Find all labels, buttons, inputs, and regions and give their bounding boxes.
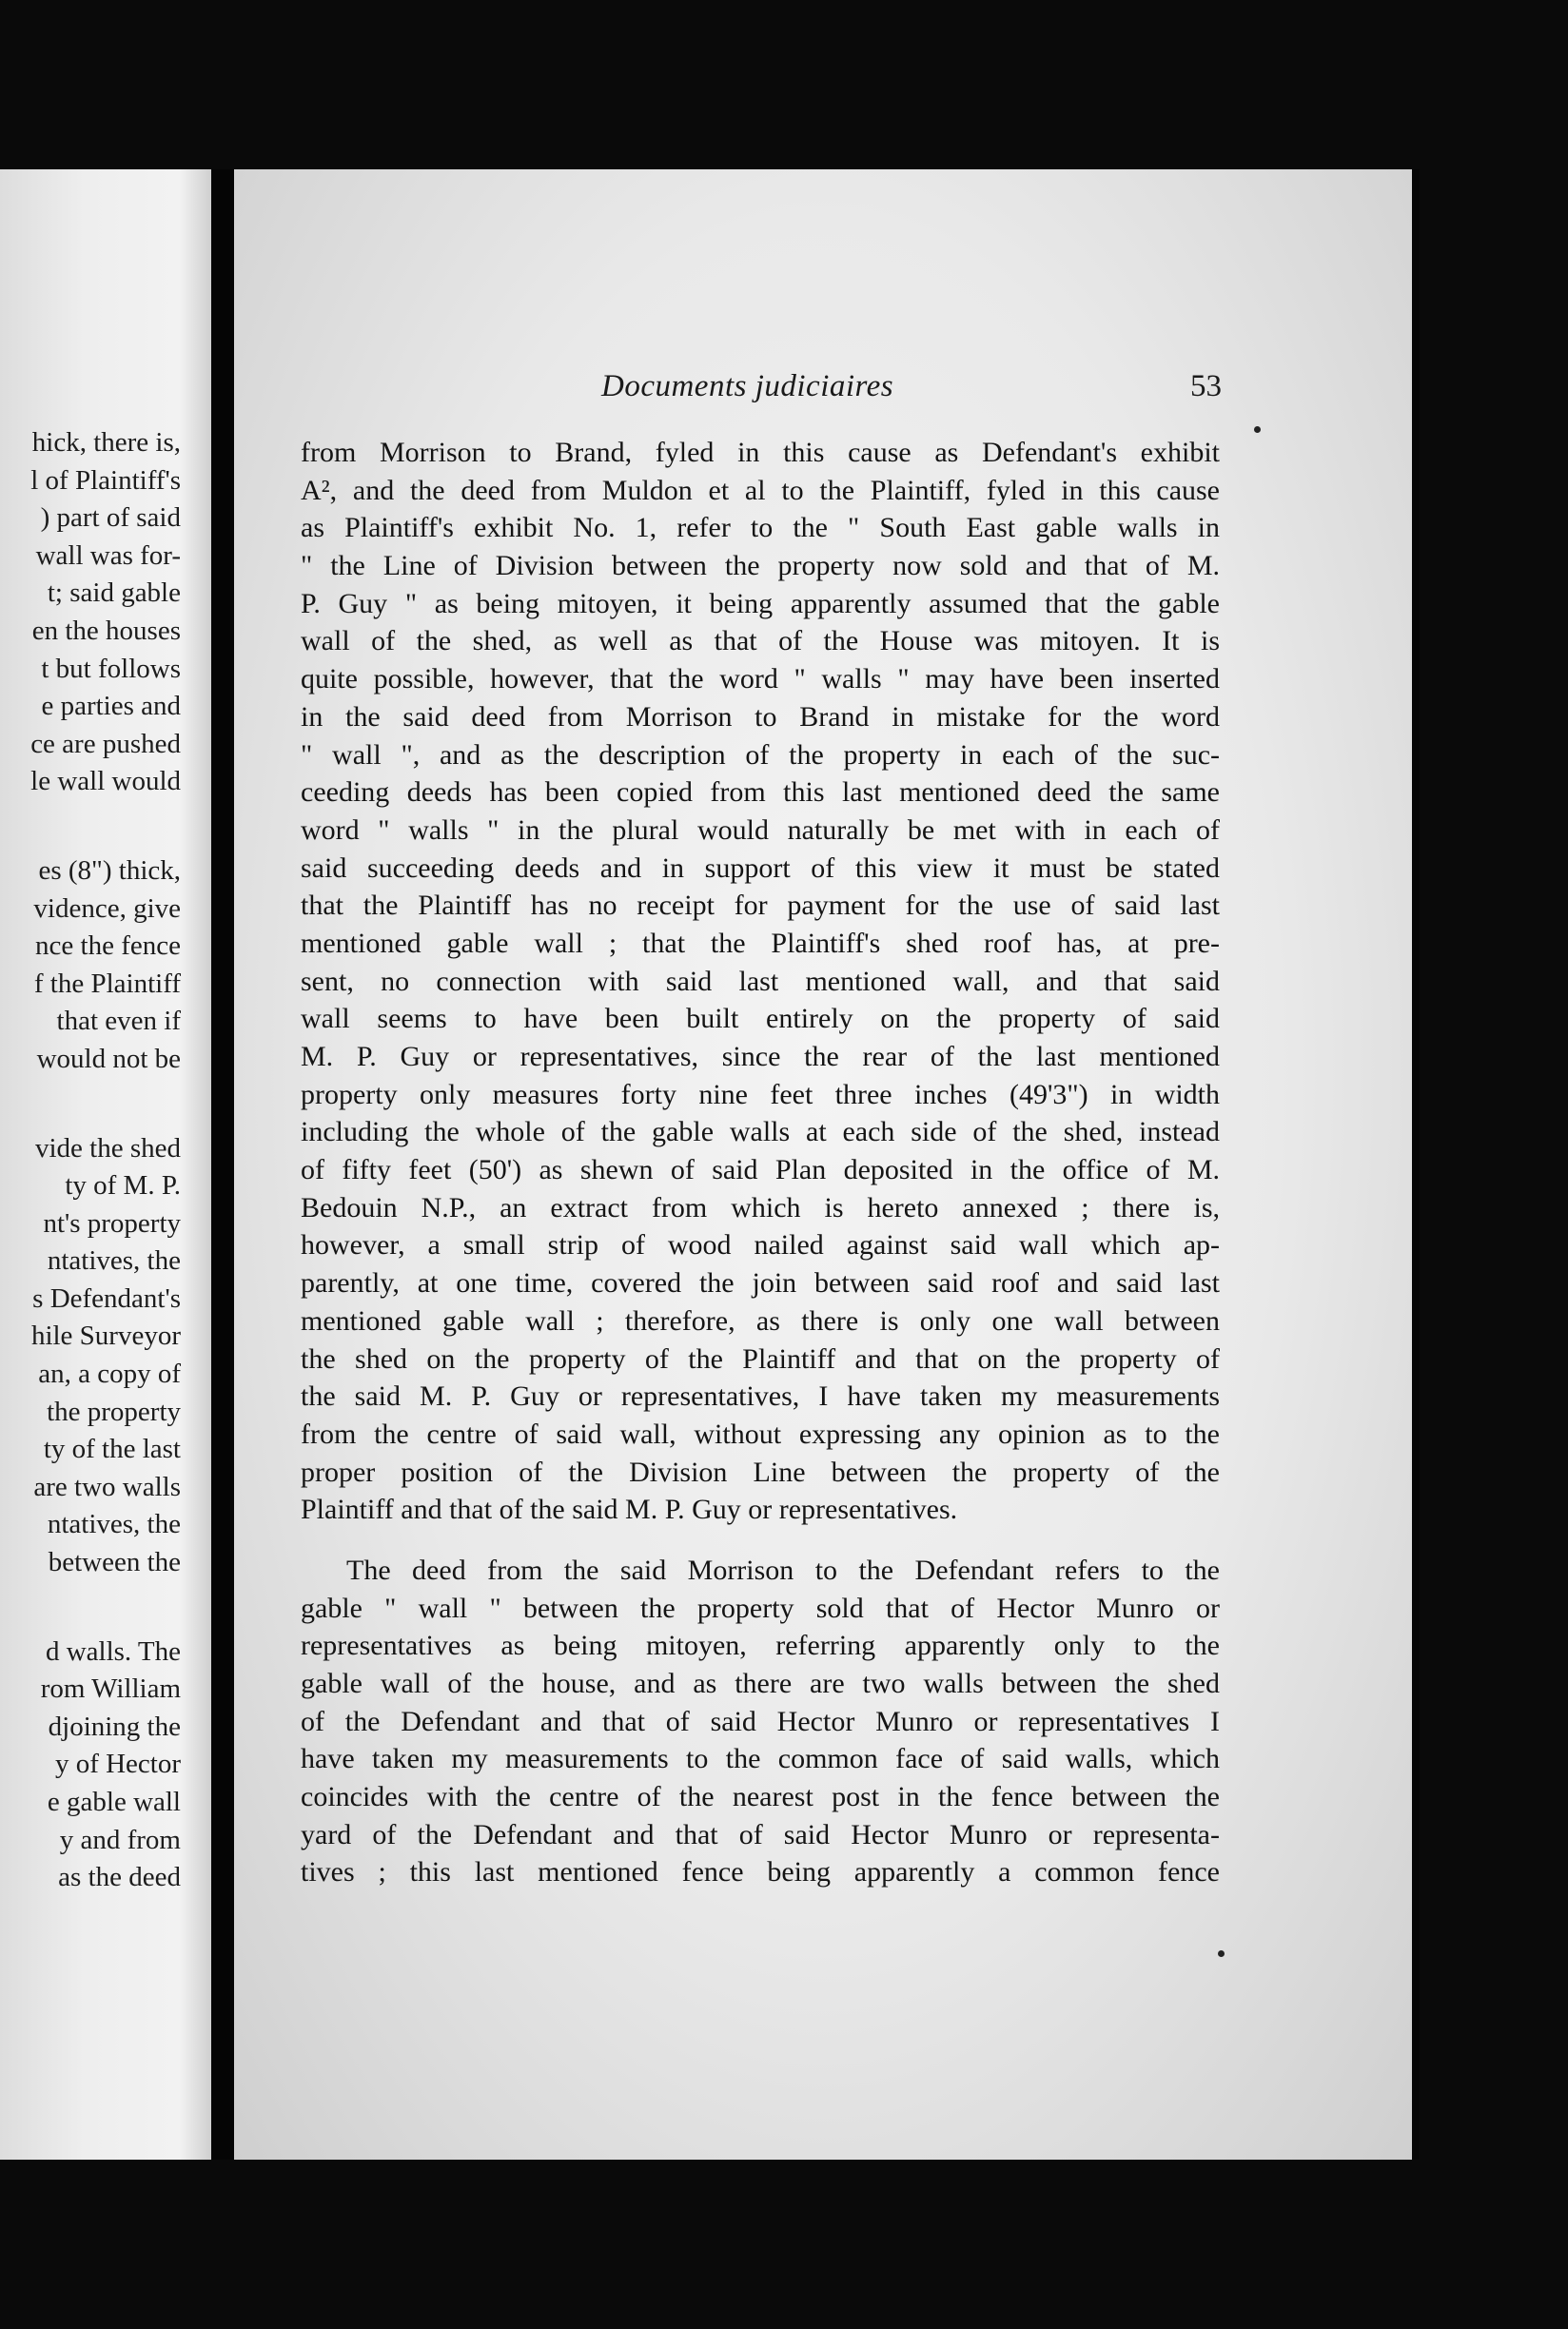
- text-line: as Plaintiff's exhibit No. 1, refer to the " South East gable walls in: [301, 512, 1220, 544]
- text-line: A², and the deed from Muldon et al to the Plaintiff, fyled in this cause: [301, 474, 1220, 506]
- text-line: however, a small strip of wood nailed against said wall which ap-: [301, 1229, 1220, 1262]
- left-line: en the houses: [31, 615, 181, 646]
- text-line: from Morrison to Brand, fyled in this cause as Defendant's exhibit: [301, 437, 1220, 468]
- left-line: e gable wall: [47, 1787, 181, 1817]
- text-line: gable wall of the house, and as there are two walls between the shed: [301, 1668, 1220, 1699]
- left-line: hile Surveyor: [30, 1321, 181, 1352]
- text-line: proper position of the Division Line between the property of the: [301, 1456, 1220, 1488]
- left-line: ) part of said: [40, 502, 181, 534]
- paragraph-gap: [30, 1079, 181, 1130]
- text-line: parently, at one time, covered the join between said roof and said last: [301, 1267, 1220, 1300]
- text-line: Bedouin N.P., an extract from which is hereto annexed ; there is,: [301, 1191, 1220, 1223]
- paragraph-gap: [30, 1582, 181, 1634]
- left-line: e parties and: [41, 691, 181, 722]
- text-line: " wall ", and as the description of the property in each of the suc-: [301, 738, 1220, 771]
- left-line: y and from: [59, 1824, 181, 1855]
- left-line: ntatives, the: [47, 1245, 181, 1277]
- ink-speck: [1254, 426, 1261, 433]
- left-line: nt's property: [43, 1207, 181, 1239]
- text-line: wall of the shed, as well as that of the House was mitoyen. It is: [301, 625, 1220, 657]
- left-line: vidence, give: [33, 892, 181, 924]
- text-line: M. P. Guy or representatives, since the rear of the last mentioned: [301, 1041, 1220, 1072]
- left-line: vide the shed: [34, 1132, 181, 1164]
- paragraph: [301, 1552, 1220, 1891]
- text-line: quite possible, however, that the word " walls " may have been inserted: [301, 663, 1220, 695]
- left-line: t but follows: [41, 653, 181, 684]
- book-gutter: [211, 169, 234, 2160]
- text-line: from the centre of said wall, without expressing any opinion as to the: [301, 1418, 1220, 1450]
- left-line: t; said gable: [47, 577, 181, 609]
- page-header: [234, 369, 1412, 411]
- left-line: s Defendant's: [32, 1282, 181, 1314]
- left-line: le wall would: [30, 766, 181, 797]
- text-line: in the said deed from Morrison to Brand in mistake for the word: [301, 700, 1220, 733]
- left-line: ty of the last: [43, 1434, 181, 1465]
- left-line: es (8") thick,: [38, 854, 181, 886]
- paragraph: [301, 434, 1220, 1529]
- left-line: hick, there is,: [31, 427, 181, 458]
- left-line: are two walls: [33, 1471, 181, 1502]
- text-line: wall seems to have been built entirely on the property of said: [301, 1003, 1220, 1035]
- text-line: have taken my measurements to the common face of said walls, which: [301, 1743, 1220, 1775]
- left-line: djoining the: [48, 1711, 181, 1742]
- left-line: rom William: [40, 1673, 181, 1705]
- text-line: the shed on the property of the Plaintiff and that on the property of: [301, 1342, 1220, 1375]
- text-line: P. Guy " as being mitoyen, it being apparently assumed that the gable: [301, 587, 1220, 619]
- left-line: d walls. The: [45, 1635, 181, 1667]
- text-line: mentioned gable wall ; that the Plaintiff's shed roof has, at pre-: [301, 927, 1220, 959]
- text-line: of fifty feet (50') as shewn of said Plan deposited in the office of M.: [301, 1154, 1220, 1186]
- left-line: l of Plaintiff's: [30, 464, 181, 496]
- text-line: the said M. P. Guy or representatives, I have taken my measurements: [301, 1380, 1220, 1413]
- text-line: Plaintiff and that of the said M. P. Guy or representatives.: [301, 1494, 958, 1526]
- text-line: tives ; this last mentioned fence being apparently a common fence: [301, 1856, 1220, 1889]
- text-line: coincides with the centre of the nearest post in the fence between the: [301, 1781, 1220, 1813]
- text-line: " the Line of Division between the property now sold and that of M.: [301, 550, 1220, 582]
- paragraph-gap: [30, 801, 181, 852]
- text-line: The deed from the said Morrison to the Defendant refers to the: [346, 1554, 1220, 1586]
- text-line: yard of the Defendant and that of said Hector Munro or representa-: [301, 1818, 1220, 1850]
- text-line: mentioned gable wall ; therefore, as there is only one wall between: [301, 1304, 1220, 1337]
- left-line: as the deed: [58, 1862, 181, 1893]
- text-line: representatives as being mitoyen, referring apparently only to the: [301, 1630, 1220, 1662]
- left-line: ntatives, the: [47, 1509, 181, 1540]
- left-line: y of Hector: [54, 1749, 181, 1780]
- text-line: sent, no connection with said last mentioned wall, and that said: [301, 965, 1220, 997]
- left-line: ty of M. P.: [65, 1170, 181, 1202]
- left-line: that even if: [56, 1006, 181, 1037]
- left-line: nce the fence: [35, 930, 181, 962]
- text-line: property only measures forty nine feet three inches (49'3") in width: [301, 1078, 1220, 1110]
- right-page: [234, 169, 1420, 2160]
- left-line: the property: [47, 1396, 181, 1427]
- left-line: f the Plaintiff: [33, 968, 181, 999]
- left-page-text: [30, 424, 181, 1897]
- text-line: word " walls " in the plural would naturally be met with in each of: [301, 813, 1220, 846]
- left-line: an, a copy of: [38, 1359, 181, 1390]
- ink-speck: [1218, 1950, 1225, 1957]
- left-line: between the: [48, 1547, 181, 1578]
- text-line: that the Plaintiff has no receipt for payment for the use of said last: [301, 890, 1220, 922]
- body-text: [301, 434, 1220, 1891]
- text-line: including the whole of the gable walls at each side of the shed, instead: [301, 1116, 1220, 1148]
- left-page: [0, 169, 211, 2160]
- left-line: ce are pushed: [30, 728, 181, 759]
- page-number: 53: [1190, 369, 1222, 403]
- text-line: ceeding deeds has been copied from this last mentioned deed the same: [301, 776, 1220, 809]
- running-title: Documents judiciaires: [601, 369, 894, 403]
- left-line: would not be: [36, 1043, 181, 1074]
- text-line: said succeeding deeds and in support of this view it must be stated: [301, 851, 1220, 884]
- text-line: of the Defendant and that of said Hector Munro or representatives I: [301, 1705, 1220, 1737]
- left-line: wall was for-: [35, 539, 181, 571]
- text-line: gable " wall " between the property sold that of Hector Munro or: [301, 1592, 1220, 1624]
